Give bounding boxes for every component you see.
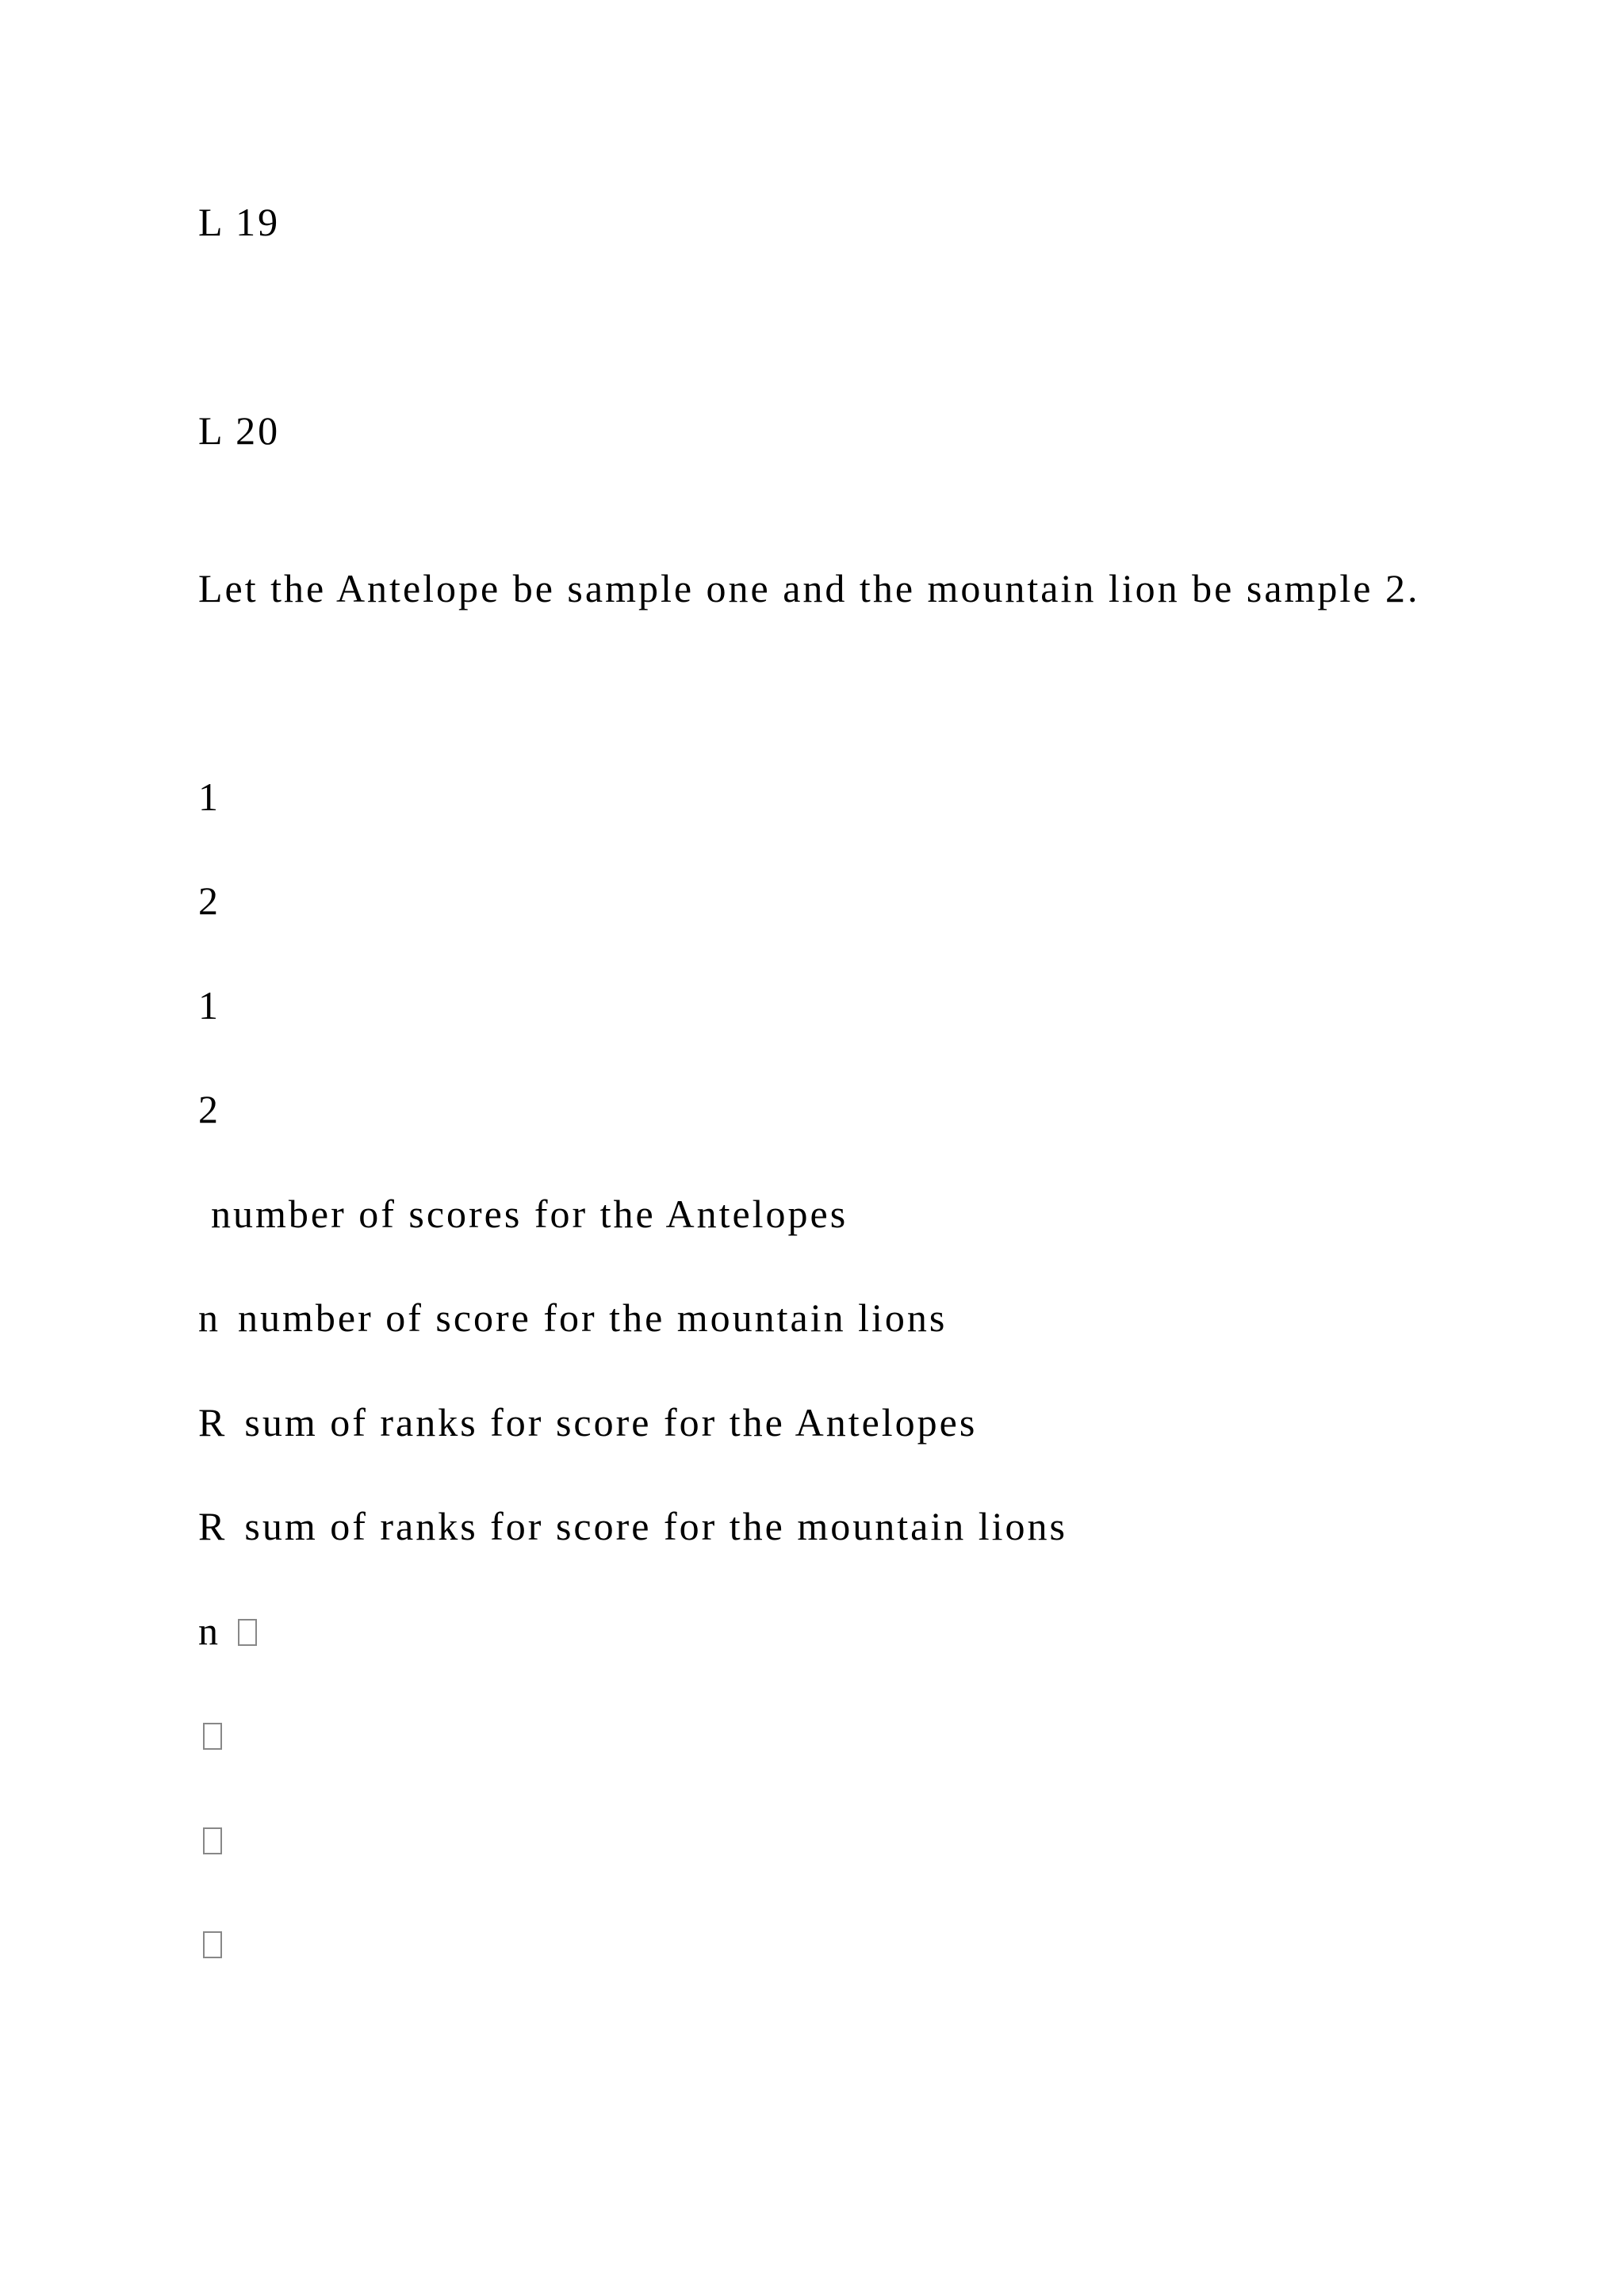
definition-symbol: R [198,1400,228,1445]
n-symbol: n [198,1609,220,1653]
definition-antelope-ranks [198,1397,977,1448]
intro-paragraph: Let the Antelope be sample one and the mountain lion be sample 2. [198,566,1420,610]
definition-symbol: n [198,1295,220,1340]
index-line-2: 2 [198,878,220,923]
definition-text: number of score for the mountain lions [238,1295,948,1340]
missing-glyph-line-3 [203,1918,222,1969]
n-equals-line [198,1605,257,1656]
line-l19: L 19 [198,200,281,244]
missing-glyph-icon [238,1619,257,1646]
definition-text: sum of ranks for score for the Antelopes [244,1400,978,1445]
definition-antelope-count [211,1188,848,1239]
definition-text: number of scores for the Antelopes [211,1192,848,1236]
missing-glyph-icon [203,1723,222,1750]
index-line-4: 2 [198,1087,220,1131]
definition-symbol: R [198,1504,228,1548]
missing-glyph-line-1 [203,1709,222,1760]
definition-lion-count [198,1292,947,1343]
line-l20: L 20 [198,408,281,453]
definition-lion-ranks [198,1501,1067,1552]
missing-glyph-icon [203,1827,222,1854]
missing-glyph-icon [203,1931,222,1958]
index-line-1: 1 [198,775,220,819]
missing-glyph-line-2 [203,1814,222,1865]
definition-text: sum of ranks for score for the mountain lions [244,1504,1067,1548]
index-line-3: 1 [198,983,220,1027]
